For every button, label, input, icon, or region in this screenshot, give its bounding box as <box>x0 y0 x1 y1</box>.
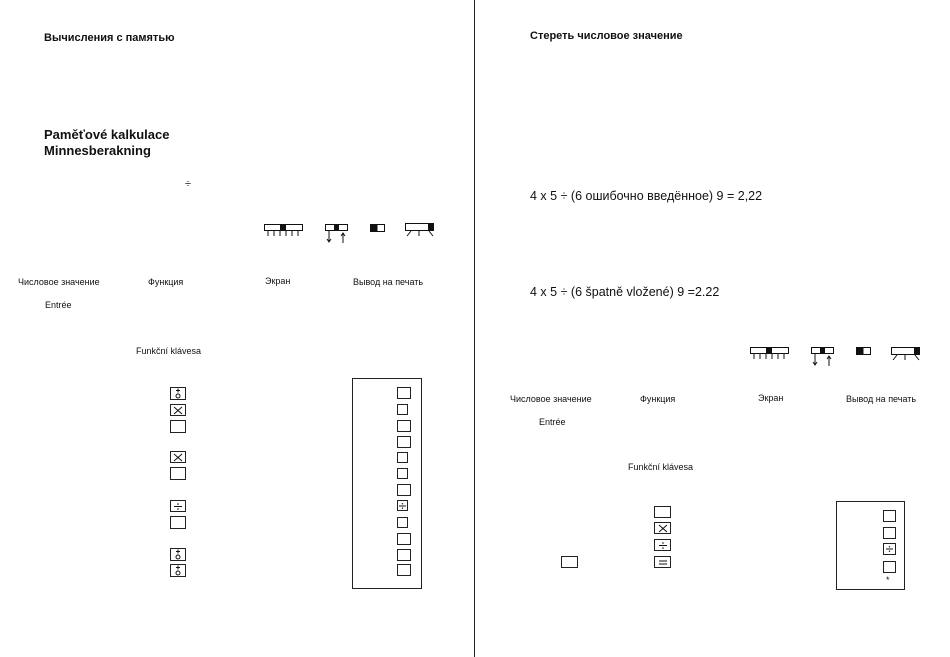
divide-key-icon <box>174 503 182 510</box>
memory-plus-minus-key <box>170 548 186 561</box>
memory-plus-minus-key-icon <box>174 388 182 399</box>
print-switch-icon <box>856 347 872 357</box>
left-subheading-cz: Paměťové kalkulace <box>44 127 170 142</box>
blank-key-icon <box>397 533 411 545</box>
left-col-function: Функция <box>148 277 184 287</box>
blank-key-icon <box>397 436 411 448</box>
divide-key <box>654 539 671 551</box>
page-divider <box>474 0 475 657</box>
blank-key-icon <box>397 452 408 463</box>
blank-key <box>170 516 186 529</box>
memory-plus-minus-key-icon <box>174 549 182 560</box>
blank-key-icon <box>397 517 408 528</box>
left-col-screen: Экран <box>265 276 291 286</box>
left-subheading-sv: Minnesberakning <box>44 143 151 158</box>
blank-key-icon <box>397 420 411 432</box>
right-col-number-value: Числовое значение <box>510 394 592 404</box>
equals-key-icon <box>659 560 667 565</box>
multiply-key <box>170 451 186 463</box>
blank-key <box>561 556 578 568</box>
right-function-key: Funkční klávesa <box>628 462 694 472</box>
multiply-key-icon <box>173 406 183 415</box>
formula-ru: 4 x 5 ÷ (6 ошибочно введённое) 9 = 2,22 <box>530 189 763 203</box>
left-col-print-output: Вывод на печать <box>353 277 424 287</box>
rounding-switch-icon <box>811 347 835 369</box>
memory-plus-minus-key-icon <box>174 565 182 576</box>
memory-plus-minus-key <box>170 564 186 577</box>
right-entree: Entrée <box>539 417 566 427</box>
decimal-switch-icon <box>750 347 790 361</box>
divide-key <box>170 500 186 512</box>
right-col-screen: Экран <box>758 393 784 403</box>
asterisk-mark: * <box>886 575 890 585</box>
blank-key <box>170 420 186 433</box>
left-print-tape <box>352 378 422 589</box>
mode-switch-icon <box>405 223 435 237</box>
blank-key-icon <box>397 404 408 415</box>
memory-plus-minus-key <box>170 387 186 400</box>
blank-key-icon <box>883 527 896 539</box>
divide-key-icon <box>883 543 896 555</box>
right-col-function: Функция <box>640 394 676 404</box>
print-switch-icon <box>370 224 386 234</box>
multiply-key-icon <box>173 453 183 462</box>
right-heading: Стереть числовое значение <box>530 30 683 42</box>
decimal-switch-icon <box>264 224 304 238</box>
multiply-key <box>170 404 186 416</box>
divide-key-icon <box>397 500 408 511</box>
divide-symbol: ÷ <box>185 178 192 190</box>
multiply-key <box>654 522 671 534</box>
divide-key-icon <box>659 542 667 549</box>
left-col-number-value: Числовое значение <box>18 277 100 287</box>
multiply-key-icon <box>658 524 668 533</box>
right-print-tape <box>836 501 905 590</box>
left-function-key: Funkční klávesa <box>136 346 202 356</box>
blank-key-icon <box>397 549 411 561</box>
blank-key-icon <box>883 510 896 522</box>
rounding-switch-icon <box>325 224 349 246</box>
right-col-print-output: Вывод на печать <box>846 394 917 404</box>
blank-key-icon <box>883 561 896 573</box>
blank-key-icon <box>397 387 411 399</box>
equals-key <box>654 556 671 568</box>
blank-key-icon <box>397 484 411 496</box>
blank-key <box>170 467 186 480</box>
formula-cz: 4 x 5 ÷ (6 špatně vložené) 9 =2.22 <box>530 285 720 299</box>
left-entree: Entrée <box>45 300 72 310</box>
blank-key <box>654 506 671 518</box>
left-heading: Вычисления с памятью <box>44 32 175 44</box>
mode-switch-icon <box>891 347 921 361</box>
blank-key-icon <box>397 564 411 576</box>
blank-key-icon <box>397 468 408 479</box>
